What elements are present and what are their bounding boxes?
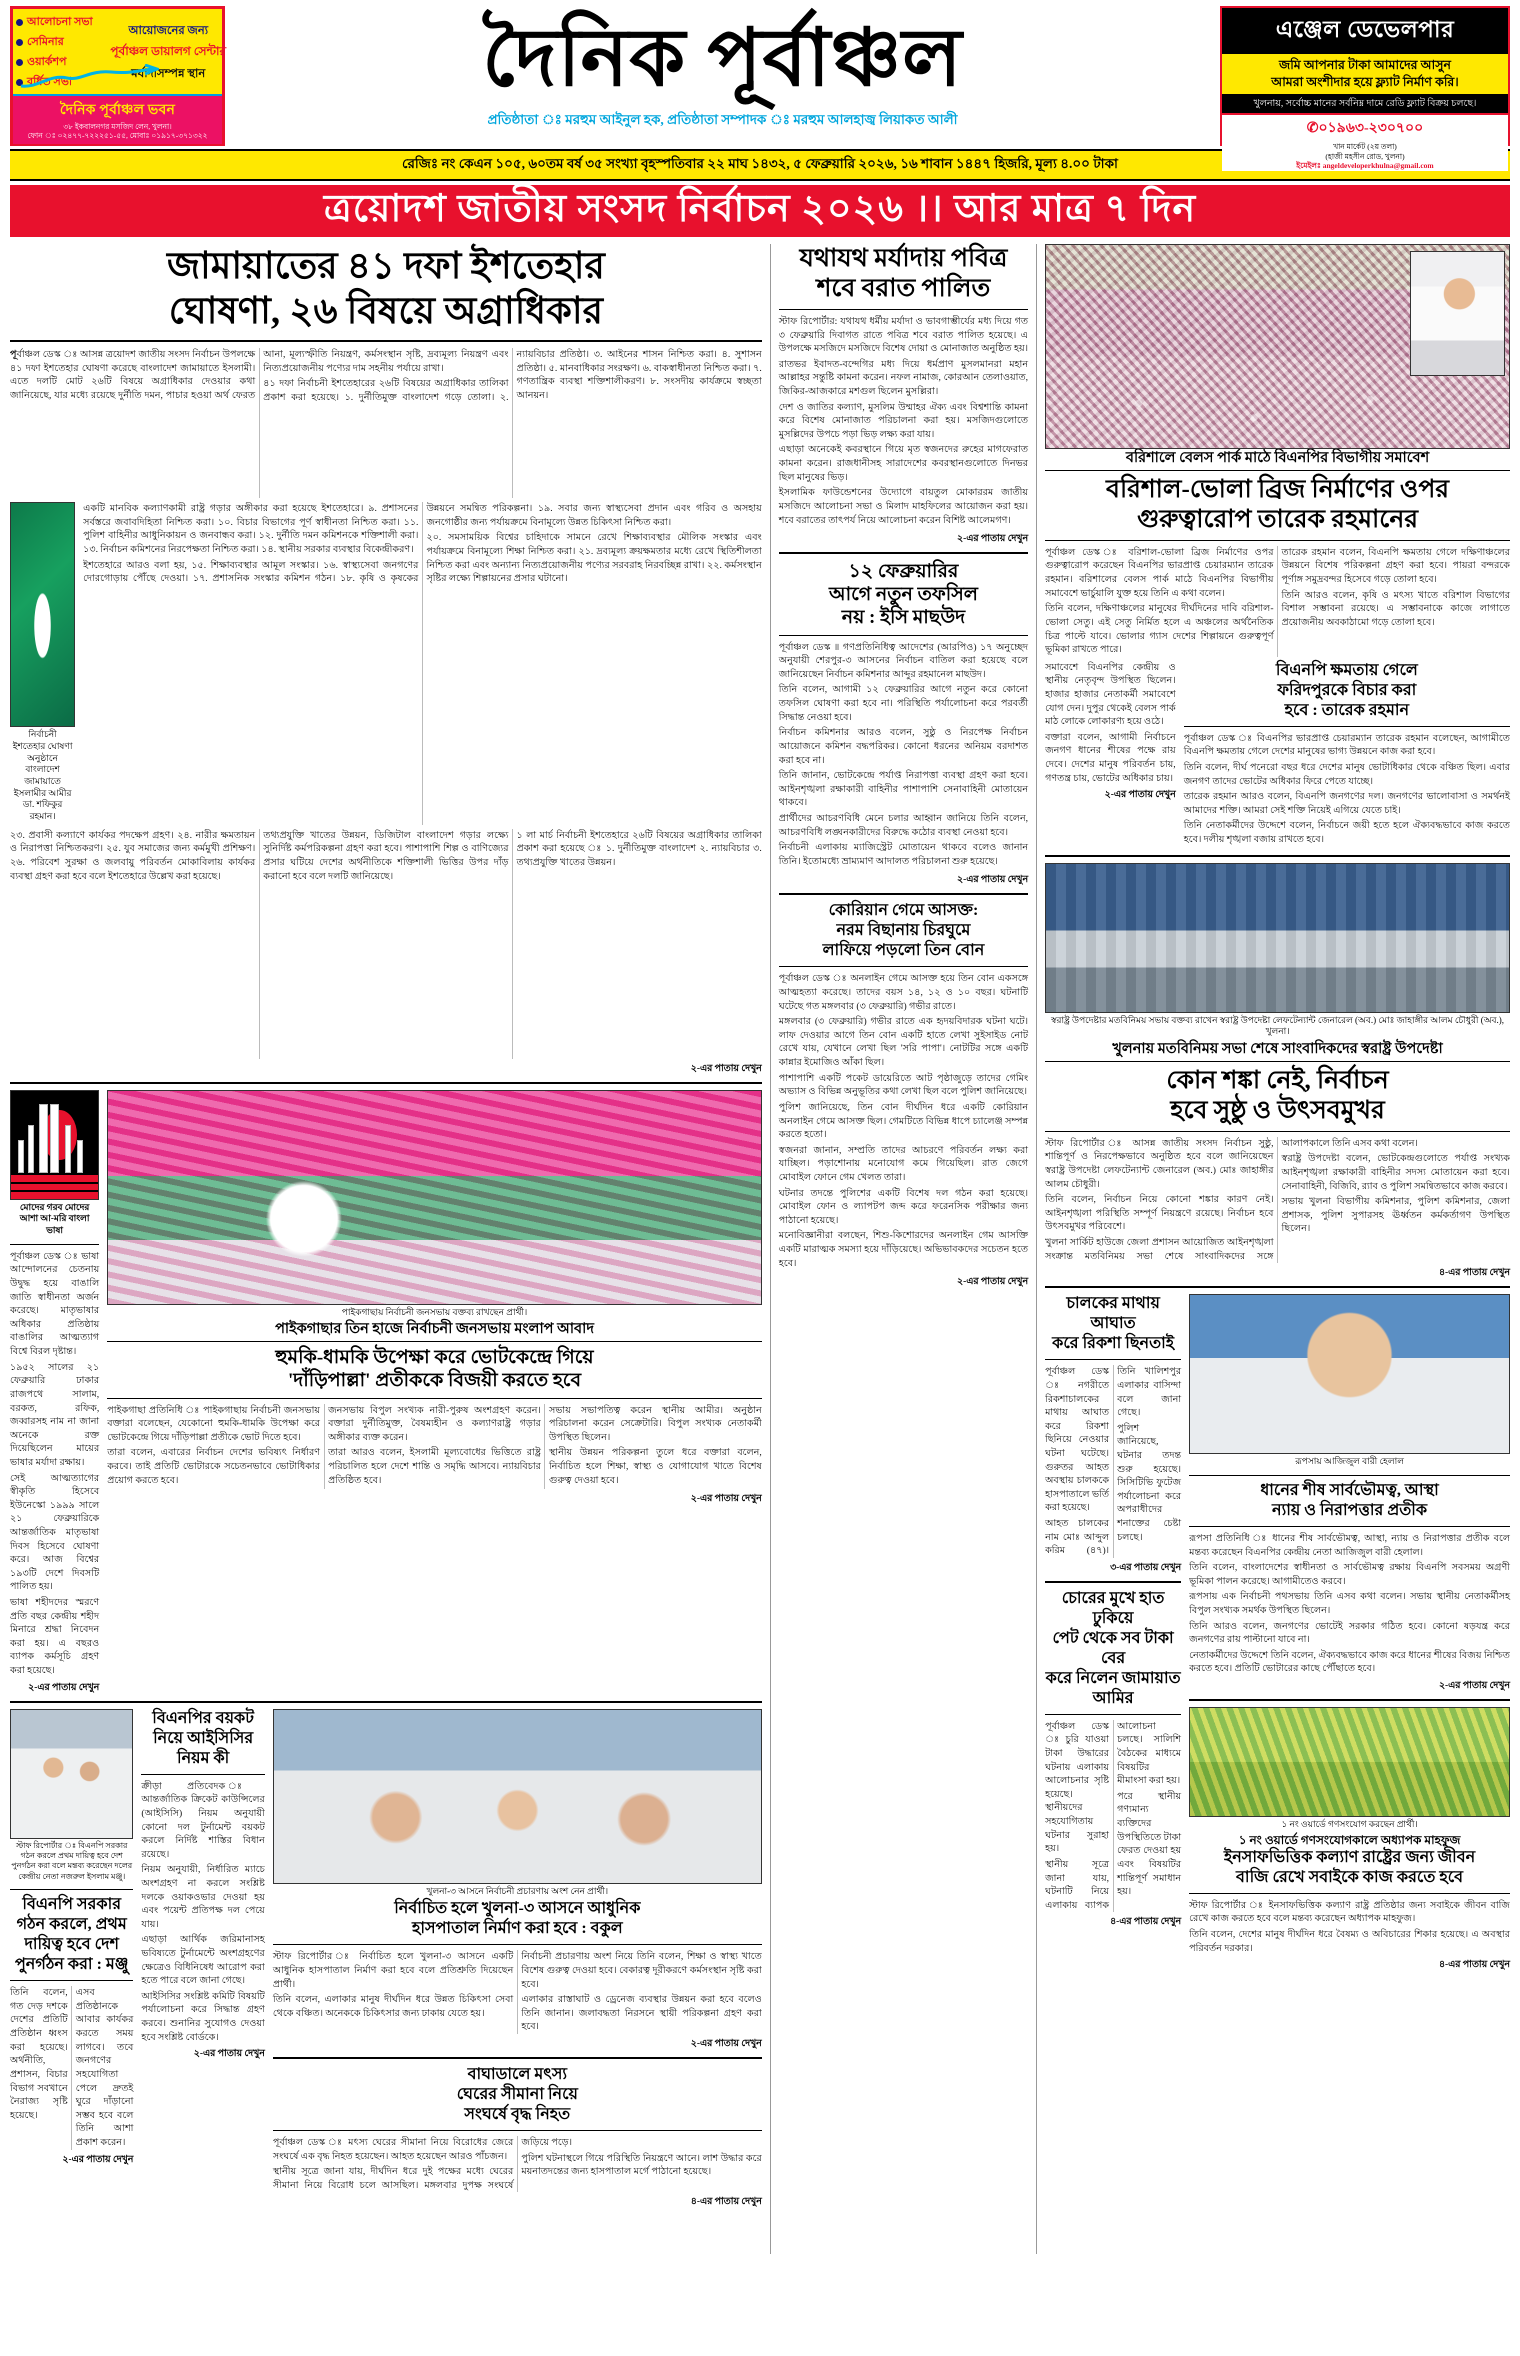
divider (273, 1944, 762, 1945)
fish-para-1: পূর্বাঞ্চল ডেস্ক ঃ মৎস্য ঘেরের সীমানা নিয়ে বিরোধের জেরে সংঘর্ষে এক বৃদ্ধ নিহত হয়েছেন। আহত হয়েছেন আরও পাঁচজন। (272, 2137, 514, 2162)
newspaper-title: দৈনিক পূর্বাঞ্চল (482, 14, 963, 103)
rickshaw-continuation: ৩-এর পাতায় দেখুন (1110, 1562, 1182, 1573)
thief-headline-line1: চোরের মুখে হাত ঢুকিয়ে (1061, 1589, 1165, 1627)
bullet-label: সেমিনার (27, 36, 64, 48)
left-advertisement[interactable] (10, 6, 225, 146)
rickshaw-headline-line2: করে রিকশা ছিনতাই (1052, 1335, 1175, 1353)
rally-kicker: পাইকগাছার তিন হাজে নির্বাচনী জনসভায় মংলাপ আবাদ (107, 1320, 762, 1342)
ec-para-2: তিনি বলেন, আগামী ১২ ফেব্রুয়ারির আগে নতুন করে কোনো তফসিল ঘোষণা করা হবে না। পরিস্থিতি পর্যালোচনা করে পরবর্তী সিদ্ধান্ত নেওয়া হবে। (778, 684, 1029, 723)
rally-photo (107, 1090, 762, 1305)
ec-continuation: ২-এর পাতায় দেখুন (957, 875, 1029, 886)
rupsha-para-5: নেতাকর্মীদের উদ্দেশে তিনি বলেন, ঐক্যবদ্ধভাবে কাজ করে ধানের শীষের বিজয় নিশ্চিত করতে হবে। প্রতিটি ভোটারের কাছে পৌঁছাতে হবে। (1189, 1649, 1510, 1675)
shab-barat-headline: যথাযথ মর্যাদায় পবিত্র শবে বরাত পালিত (799, 245, 1008, 302)
barisal-para-6: বক্তারা বলেন, আগামী নির্বাচনে জনগণ ধানের শীষের পক্ষে রায় দেবে। দেশের মানুষ পরিবর্তন চায়, গণতন্ত্র চায়, ভোটের অধিকার চায়। (1045, 731, 1176, 784)
divider (273, 2130, 762, 2131)
bakul-body (273, 1950, 762, 2034)
ward-one-caption: ১ নং ওয়ার্ডে গণসংযোগ করছেন প্রার্থী। (1281, 1819, 1418, 1830)
left-ad-building-block (13, 94, 222, 144)
barisal-para-1: পূর্বাঞ্চল ডেস্ক ঃ বরিশাল-ভোলা ব্রিজ নির্মাণের ওপর গুরুত্বারোপ করেছেন বিএনপির ভারপ্রাপ্ত চেয়ারম্যান তারেক রহমান। বরিশালের বেলস পার্ক মাঠে বিএনপির বিভাগীয় সমাবেশে ভার্চুয়ালি যুক্ত হয়ে তিনি এ কথা বলেন। (1045, 546, 1274, 599)
khulna-headline-line2: হবে সুষ্ঠু ও উৎসবমুখর (1170, 1096, 1385, 1124)
korean-headline-line2: নরম বিছানায় চিরঘুমে (836, 922, 971, 940)
handshake-icc-row (10, 1709, 762, 2210)
icc-headline-line3: নিয়ম কী (177, 1749, 230, 1767)
shab-barat-para-4: এছাড়া অনেকেই কবরস্থানে গিয়ে মৃত স্বজনদের রুহের মাগফেরাত কামনা করেন। রাজধানীসহ সারাদেশের কবরস্থানগুলোতে দিনভর ছিল মানুষের ভিড়। (778, 444, 1029, 483)
bakul-para-3: নির্বাচনী প্রচারণায় অংশ নিয়ে তিনি বলেন, শিক্ষা ও স্বাস্থ্য খাতে বিশেষ গুরুত্ব দেওয়া হবে। বেকারত্ব দূরীকরণে কর্মসংস্থান সৃষ্টি করা হবে। (521, 1951, 762, 1990)
shaheed-minar-photo (10, 1090, 99, 1200)
icc-headline-line1: বিএনপির বয়কট (152, 1709, 254, 1727)
rally-para-6: স্থানীয় উন্নয়ন পরিকল্পনা তুলে ধরে বক্তারা বলেন, নির্বাচিত হলে শিক্ষা, স্বাস্থ্য ও যোগাযোগ খাতে বিশেষ গুরুত্ব দেওয়া হবে। (548, 1447, 762, 1486)
right-advertisement[interactable] (1220, 6, 1510, 170)
bullet-dot-icon (16, 19, 23, 26)
bakul-photo-caption: খুলনা-৩ আসনে নির্বাচনী প্রচারণায় অংশ নেন প্রার্থী। (426, 1885, 609, 1896)
khulna-para-2: তিনি বলেন, নির্বাচন নিয়ে কোনো শঙ্কার কারণ নেই। আইনশৃঙ্খলা পরিস্থিতি সম্পূর্ণ নিয়ন্ত্রণে রয়েছে। নির্বাচন হবে উৎসবমুখর পরিবেশে। (1045, 1194, 1274, 1233)
bnp-reform-block (10, 1709, 133, 2210)
rally-body (107, 1404, 762, 1490)
divider (779, 552, 1028, 554)
ward-one-photo (1189, 1707, 1510, 1817)
fish-headline-line2: ঘেরের সীমানা নিয়ে (456, 2086, 578, 2104)
korean-para-1: পূর্বাঞ্চল ডেস্ক ঃ অনলাইন গেমে আসক্ত হয়ে তিন বোন একসঙ্গে আত্মহত্যা করেছে। তাদের বয়স ১৪, ১২ ও ১০ বছর। ঘটনাটি ঘটেছে গত মঙ্গলবার (৩ ফেব্রুয়ারি) গভীর রাতে। (778, 973, 1029, 1012)
lead-photo (10, 502, 75, 727)
ward-one-para-2: তিনি বলেন, দেশের মানুষ দীর্ঘদিন ধরে বৈষম্য ও অবিচারের শিকার হয়েছে। এ অবস্থার পরিবর্তন দরকার। (1189, 1928, 1510, 1954)
bnp-judgment-block (1184, 661, 1510, 849)
shab-barat-para-2: রাতভর ইবাদত-বন্দেগির মধ্য দিয়ে ধর্মপ্রাণ মুসলমানরা মহান আল্লাহর সন্তুষ্টি কামনা করেন। নফল নামাজ, কোরআন তেলাওয়াত, জিকির-আজকারে মশগুল ছিলেন মুসল্লিরা। (778, 358, 1029, 398)
barisal-headline-line1: বরিশাল-ভোলা ব্রিজ নির্মাণের ওপর (1106, 475, 1450, 503)
ec-headline-line3: নয় : ইসি মাছউদ (841, 607, 966, 629)
election-countdown-banner: ত্রয়োদশ জাতীয় সংসদ নির্বাচন ২০২৬ ।। আর মাত্র ৭ দিন (10, 185, 1510, 237)
korean-para-2: মঙ্গলবার (৩ ফেব্রুয়ারি) গভীর রাতে এক হৃদয়বিদারক ঘটনা ঘটে। লাফ দেওয়ার আগে তিন বোন একটি হাতে লেখা সুইসাইড নোট রেখে যায়, যেখানে লেখা ছিল 'সরি পাপা'। নোটটির সঙ্গে একটি কান্নার ইমোজিও আঁকা ছিল। (778, 1016, 1029, 1069)
divider (10, 1082, 762, 1084)
divider (141, 1774, 264, 1775)
divider (1045, 1286, 1510, 1288)
list-item (16, 13, 118, 32)
ec-para-6: নির্বাচনী এলাকায় ম্যাজিস্ট্রেট মোতায়েন থাকবে বলেও জানান তিনি। ইতোমধ্যে ভ্রাম্যমাণ আদালত পরিচালনা শুরু হয়েছে। (778, 842, 1029, 867)
shab-barat-para-5: ইসলামিক ফাউন্ডেশনের উদ্যোগে বায়তুল মোকাররম জাতীয় মসজিদে আলোচনা সভা ও মিলাদ মাহফিলের আয়োজন করা হয়। শবে বরাতের তাৎপর্য নিয়ে আলোচনা করেন বিশিষ্ট আলেমগণ। (778, 487, 1029, 526)
barisal-para-5: সমাবেশে বিএনপির কেন্দ্রীয় ও স্থানীয় নেতৃবৃন্দ উপস্থিত ছিলেন। হাজার হাজার নেতাকর্মী সমাবেশে যোগ দেন। দুপুর থেকেই বেলস পার্ক মাঠ লোকে লোকারণ্য হয়ে ওঠে। (1045, 661, 1176, 728)
lead-para-5: ২০. সমসাময়িক বিশ্বের চাহিদাকে সামনে রেখে শিক্ষাব্যবস্থার মৌলিক সংস্কার এবং পর্যায়ক্রমে বিনামূল্যে শিক্ষা নিশ্চিত করা। ২১. দ্রব্যমূল্য ক্রয়ক্ষমতার মধ্যে রেখে স্থিতিশীলতা নিশ্চিত করা এবং অন্যান্য নিত্যপ্রয়োজনীয় পণ্যের সরবরাহ নিরবচ্ছিন্ন রাখা। ২২. কর্মসংস্থান সৃষ্টির লক্ষ্যে শিল্পায়নের প্রসার ঘটানো। (426, 532, 762, 585)
lead-body-bottom (10, 829, 762, 1059)
shab-barat-continuation: ২-এর পাতায় দেখুন (957, 534, 1029, 545)
ec-para-3: নির্বাচন কমিশনার আরও বলেন, সুষ্ঠু ও নিরপেক্ষ নির্বাচন আয়োজনে কমিশন বদ্ধপরিকর। কোনো ধরনের অনিয়ম বরদাশত করা হবে না। (778, 727, 1029, 766)
fish-para-3: পুলিশ ঘটনাস্থলে গিয়ে পরিস্থিতি নিয়ন্ত্রণে আনে। লাশ উদ্ধার করে ময়নাতদন্তের জন্য হাসপাতাল মর্গে পাঠানো হয়েছে। (521, 2152, 762, 2178)
pillar-icon (65, 1125, 71, 1173)
lead-para-7: তথ্যপ্রযুক্তি খাতের উন্নয়ন, ডিজিটাল বাংলাদেশ গড়ার লক্ষ্যে সুনির্দিষ্ট কর্মপরিকল্পনা গ্রহণ করা হবে। পাশাপাশি শিল্প ও বাণিজ্যের প্রসার ঘটিয়ে দেশের অর্থনীতিকে শক্তিশালী ভিত্তির উপর দাঁড় করানো হবে বলে দলটি জানিয়েছে। (263, 829, 509, 882)
divider (1045, 1359, 1181, 1360)
lead-body-top (10, 348, 762, 498)
bangla-language-block (10, 1090, 99, 1695)
icc-para-3: এছাড়া আর্থিক জরিমানাসহ ভবিষ্যতে টুর্নামেন্টে অংশগ্রহণের ক্ষেত্রেও বিধিনিষেধ আরোপ করা হতে পারে বলে জানা গেছে। (141, 1934, 265, 1987)
bangla-para-4: ভাষা শহীদদের স্মরণে প্রতি বছর কেন্দ্রীয় শহীদ মিনারে শ্রদ্ধা নিবেদন করা হয়। এ বছরও ব্যাপক কর্মসূচি গ্রহণ করা হয়েছে। (10, 1597, 100, 1677)
lead-para-2: ৪১ দফা নির্বাচনী ইশতেহারের ২৬টি বিষয়ের অগ্রাধিকার তালিকা প্রকাশ করা হয়েছে। ১. দুর্নীতিমুক্ত বাংলাদেশ গড়ে তোলা। ২. ন্যায়বিচার প্রতিষ্ঠা। ৩. আইনের শাসন নিশ্চিত করা। ৪. সুশাসন প্রতিষ্ঠা। ৫. মানবাধিকার সংরক্ষণ। ৬. বাকস্বাধীনতা নিশ্চিত করা। ৭. গণতান্ত্রিক ব্যবস্থা শক্তিশালীকরণ। ৮. সংসদীয় কার্যক্রমে স্বচ্ছতা আনয়ন। (263, 349, 762, 404)
column-four (779, 244, 1028, 2254)
left-ad-address: ৩৮ ইকবালনগর মসজিদ লেন, খুলনা। (63, 122, 172, 131)
rupsha-para-4: তিনি আরও বলেন, জনগণের ভোটেই সরকার গঠিত হবে। কোনো ষড়যন্ত্র করে জনগণের রায় পাল্টানো যাবে না। (1189, 1620, 1510, 1646)
pillar-icon (39, 1104, 48, 1173)
rupsha-photo (1189, 1294, 1510, 1454)
ward-one-headline-line3: বাজি রেখে সবাইকে কাজ করতে হবে (1236, 1868, 1464, 1886)
left-ad-line3: মর্যাদাসম্পন্ন স্থান (131, 67, 206, 80)
rupsha-para-3: রূপসায় এক নির্বাচনী পথসভায় তিনি এসব কথা বলেন। সভায় স্থানীয় নেতাকর্মীসহ বিপুল সংখ্যক সমর্থক উপস্থিত ছিলেন। (1189, 1591, 1510, 1617)
bullet-label: ওয়ার্কশপ (27, 56, 67, 68)
bnp-judgment-headline-line1: বিএনপি ক্ষমতায় গেলে (1275, 661, 1418, 679)
lead-continuation: ২-এর পাতায় দেখুন (690, 1063, 762, 1074)
khulna-para-4: স্বরাষ্ট্র উপদেষ্টা বলেন, ভোটকেন্দ্রগুলোতে পর্যাপ্ত সংখ্যক আইনশৃঙ্খলা রক্ষাকারী বাহিনীর সদস্য মোতায়েন করা হবে। সেনাবাহিনী, বিজিবি, র‌্যাব ও পুলিশ সমন্বিতভাবে কাজ করবে। (1281, 1153, 1510, 1192)
rickshaw-block (1045, 1294, 1181, 1972)
right-ad-phone[interactable]: ✆০১৯৬৩-২৩০৭০০ (1222, 113, 1508, 141)
dateline-bar: রেজিঃ নং কেএন ১০৫, ৬০তম বর্ষ ৩৫ সংখ্যা বৃহস্পতিবার ২২ মাঘ ১৪৩২, ৫ ফেব্রুয়ারি ২০২৬, ১৬ শাবান ১৪৪৭ হিজরি, মূল্য ৪.০০ টাকা (10, 149, 1510, 181)
bangla-para-2: ১৯৫২ সালের ২১ ফেব্রুয়ারি ঢাকার রাজপথে সালাম, বরকত, রফিক, জব্বারসহ নাম না জানা অনেকে রক্ত দিয়েছিলেন মায়ের ভাষার মর্যাদা রক্ষায়। (10, 1361, 100, 1468)
rally-photo-caption: পাইকগাছায় নির্বাচনী জনসভায় বক্তব্য রাখছেন প্রার্থী। (341, 1306, 528, 1317)
column-divider (1036, 244, 1037, 2254)
founder-line: প্রতিষ্ঠাতা ঃ মরহুম আইনুল হক, প্রতিষ্ঠাতা সম্পাদক ঃ মরহুম আলহাজ্ব লিয়াকত আলী (487, 111, 958, 127)
thief-para-2: স্থানীয় সূত্রে জানা যায়, ঘটনাটি নিয়ে এলাকায় ব্যাপক আলোচনা চলছে। সালিশি বৈঠকের মাধ্যমে বিষয়টির মীমাংসা করা হয়। (1045, 1720, 1182, 1911)
lead-photo-wrap (10, 502, 75, 825)
divider (1189, 1475, 1510, 1476)
divider (1045, 1131, 1510, 1132)
korean-continuation: ২-এর পাতায় দেখুন (957, 1277, 1029, 1288)
lead-para-4: ইশতেহারে আরও বলা হয়, ১৫. শিক্ষাব্যবস্থার আমূল সংস্কার। ১৬. স্বাস্থ্যসেবা জনগণের দোরগোড়ায় পৌঁছে দেওয়া। ১৭. প্রশাসনিক সংস্কার কমিশন গঠন। ১৮. কৃষি ও কৃষকের উন্নয়নে সমন্বিত পরিকল্পনা। ১৯. সবার জন্য স্বাস্থ্যসেবা প্রদান এবং গরিব ও অসহায় জনগোষ্ঠীর জন্য পর্যায়ক্রমে বিনামূল্যে উন্নত চিকিৎসা নিশ্চিত করা। (83, 503, 762, 585)
icc-para-1: ক্রীড়া প্রতিবেদক ঃ আন্তর্জাতিক ক্রিকেট কাউন্সিলের (আইসিসি) নিয়ম অনুযায়ী কোনো দল টুর্নামেন্ট বয়কট করলে নির্দিষ্ট শাস্তির বিধান রয়েছে। (141, 1780, 265, 1860)
rupsha-continuation: ২-এর পাতায় দেখুন (1438, 1681, 1510, 1692)
thief-continuation: ৪-এর পাতায় দেখুন (1110, 1917, 1182, 1928)
fish-continuation: ৪-এর পাতায় দেখুন (690, 2197, 762, 2208)
rally-para-5: সভায় সভাপতিত্ব করেন স্থানীয় আমীর। অনুষ্ঠান পরিচালনা করেন সেক্রেটারি। বিপুল সংখ্যক নেতাকর্মী উপস্থিত ছিলেন। (548, 1404, 762, 1443)
bnp-judgment-para-2: তিনি বলেন, দীর্ঘ পনেরো বছর ধরে দেশের মানুষ ভোটাধিকার থেকে বঞ্চিত ছিল। এবার জনগণ তাদের ভোটের অধিকার ফিরে পেতে যাচ্ছে। (1183, 761, 1510, 787)
rally-para-2: তারা বলেন, এবারের নির্বাচন দেশের ভবিষ্যৎ নির্ধারণ করবে। তাই প্রতিটি ভোটারকে সচেতনভাবে ভোটাধিকার প্রয়োগ করতে হবে। (107, 1447, 321, 1486)
korean-para-4: পুলিশ জানিয়েছে, তিন বোন দীর্ঘদিন ধরে একটি কোরিয়ান অনলাইন গেমে আসক্ত ছিল। গেমটিতে বিভিন্ন ধাপে চ্যালেঞ্জ সম্পন্ন করতে হতো। (778, 1101, 1029, 1141)
barisal-continuation: ২-এর পাতায় দেখুন (1104, 790, 1176, 801)
divider (10, 340, 762, 342)
bullet-dot-icon (16, 39, 23, 46)
left-ad-phone: ফোন ঃ ০২৪৭৭-৭২২২৫১-৫৫, মোবাঃ ০১৯১৭-৩৭১৩২২ (27, 131, 208, 141)
icc-para-4: আইসিসির সংশ্লিষ্ট কমিটি বিষয়টি পর্যালোচনা করে সিদ্ধান্ত গ্রহণ করবে। শুনানির সুযোগও দেওয়া হবে সংশ্লিষ্ট বোর্ডকে। (141, 1990, 265, 2043)
khulna-headline-line1: কোন শঙ্কা নেই, নির্বাচন (1166, 1066, 1389, 1094)
divider (1045, 1581, 1181, 1583)
khulna-continuation: ৪-এর পাতায় দেখুন (1438, 1268, 1510, 1279)
lead-body-mid (83, 502, 762, 825)
rally-para-3: জনসভায় বিপুল সংখ্যক নারী-পুরুষ অংশগ্রহণ করেন। বক্তারা দুর্নীতিমুক্ত, বৈষম্যহীন ও কল্যাণরাষ্ট্র গড়ার অঙ্গীকার ব্যক্ত করেন। (328, 1404, 541, 1443)
rupsha-para-1: রূপসা প্রতিনিধি ঃ ধানের শীষ সার্বভৌমত্ব, আস্থা, ন্যায় ও নিরাপত্তার প্রতীক বলে মন্তব্য করেছেন বিএনপির কেন্দ্রীয় নেতা আজিজুল বারী হেলাল। (1189, 1532, 1510, 1558)
right-ad-yellow-line1: জমি আপনার টাকা আমাদের আসুন (1279, 58, 1451, 72)
bakul-para-1: স্টাফ রিপোর্টার ঃ নির্বাচিত হলে খুলনা-৩ আসনে একটি আধুনিক হাসপাতাল নির্মাণ করা হবে বলে প্রতিশ্রুতি দিয়েছেন প্রার্থী। (272, 1951, 514, 1990)
rickshaw-rupsha-row (1045, 1294, 1510, 1972)
khulna-meeting-photo (1045, 863, 1510, 1013)
speaker-inset-photo (1410, 251, 1505, 376)
bakul-para-4: এলাকার রাস্তাঘাট ও ড্রেনেজ ব্যবস্থার উন্নয়ন করা হবে বলেও তিনি জানান। জলাবদ্ধতা নিরসনে স্থায়ী পরিকল্পনা গ্রহণ করা হবে। (521, 1994, 762, 2033)
divider (1189, 1699, 1510, 1701)
bakul-continuation: ২-এর পাতায় দেখুন (690, 2039, 762, 2050)
fish-para-2: স্থানীয় সূত্রে জানা যায়, দীর্ঘদিন ধরে দুই পক্ষের মধ্যে ঘেরের সীমানা নিয়ে বিরোধ চলে আসছিল। মঙ্গলবার দুপক্ষ সংঘর্ষে জড়িয়ে পড়ে। (272, 2137, 573, 2191)
korean-headline-line1: কোরিয়ান গেমে আসক্ত: (828, 902, 979, 920)
fish-headline-line3: সংঘর্ষে বৃদ্ধ নিহত (464, 2106, 571, 2124)
left-ad-top (13, 9, 227, 94)
rupsha-photo-caption: রূপসায় আজিজুল বারী হেলাল (1295, 1456, 1404, 1467)
bnp-judgment-para-3: তারেক রহমান আরও বলেন, বিএনপি জনগণের দল। জনগণের ভালোবাসা ও সমর্থনই আমাদের শক্তি। আমরা সেই শক্তি নিয়েই এগিয়ে যেতে চাই। (1183, 791, 1510, 816)
lead-photo-caption: নির্বাচনী ইশতেহার ঘোষণা অনুষ্ঠানে বাংলাদেশ জামায়াতে ইসলামীর আমীর ডা. শফিকুর রহমান। (12, 729, 73, 822)
bakul-para-2: তিনি বলেন, এলাকার মানুষ দীর্ঘদিন ধরে উন্নত চিকিৎসা সেবা থেকে বঞ্চিত। অনেককে চিকিৎসার জন্য ঢাকায় যেতে হয়। (272, 1994, 514, 2019)
ec-para-1: পূর্বাঞ্চল ডেস্ক ॥ গণপ্রতিনিধিত্ব আদেশের (আরপিও) ১৭ অনুচ্ছেদ অনুযায়ী শেরপুর-৩ আসনের নির্বাচন বাতিল করা হয়েছে বলে জানিয়েছেন নির্বাচন কমিশনার আব্দুর রহমানেল মাছউদ। (778, 641, 1029, 680)
divider (1045, 855, 1510, 857)
rupsha-headline-line1: ধানের শীষ সার্বভৌমত্ব, আস্থা (1260, 1481, 1439, 1499)
bnp-reform-headline-line2: দায়িত্ব হবে দেশ পুনর্গঠন করা : মঞ্জু (14, 1936, 129, 1974)
rally-continuation: ২-এর পাতায় দেখুন (690, 1494, 762, 1505)
rickshaw-para-2: আহত চালকের নাম মোঃ আব্দুল করিম (৪৭)। তিনি খালিশপুর এলাকার বাসিন্দা বলে জানা গেছে। (1045, 1366, 1182, 1557)
thief-para-3: পরে স্থানীয় গণ্যমান্য ব্যক্তিদের উপস্থিতিতে টাকা ফেরত দেওয়া হয় এবং বিষয়টির শান্তিপূর্ণ সমাধান হয়। (1117, 1790, 1182, 1898)
bnp-reform-body (10, 1986, 133, 2149)
bnp-judgment-row (1045, 661, 1510, 849)
barisal-para-3: তারেক রহমান বলেন, বিএনপি ক্ষমতায় গেলে দক্ষিণাঞ্চলের উন্নয়নে বিশেষ পরিকল্পনা গ্রহণ করা হবে। পায়রা বন্দরকে পূর্ণাঙ্গ সমুদ্রবন্দর হিসেবে গড়ে তোলা হবে। (1281, 546, 1510, 586)
right-ad-black-line: খুলনায়, সর্বোচ্চ মানের সর্বনিম্ন দামে রেডি ফ্ল্যাট বিক্রয় চলছে। (1222, 96, 1508, 113)
barisal-crowd-photo (1045, 244, 1510, 449)
divider (273, 2057, 762, 2059)
ec-headline-line1: ১২ ফেব্রুয়ারির (848, 561, 959, 583)
rally-para-1: পাইকগাছা প্রতিনিধি ঃ পাইকগাছায় নির্বাচনী জনসভায় বক্তারা বলেছেন, যেকোনো হুমকি-ধামকি উপেক্ষা করে ভোটকেন্দ্রে গিয়ে দাঁড়িপাল্লা প্রতীকে ভোট দিতে হবে। (107, 1404, 321, 1443)
left-ad-line2: পূর্বাঞ্চল ডায়ালগ সেন্টার (110, 43, 227, 58)
left-ad-line1: আয়োজনের জন্য (128, 24, 209, 37)
icc-headline-line2: নিয়ে আইসিসির (153, 1729, 254, 1747)
divider (10, 1701, 762, 1703)
right-ad-footer (1222, 141, 1508, 171)
barisal-para-4: তিনি আরও বলেন, কৃষি ও মৎস্য খাতে বরিশাল বিভাগের বিশাল সম্ভাবনা রয়েছে। এ সম্ভাবনাকে কাজে লাগাতে প্রয়োজনীয় অবকাঠামো গড়ে তোলা হবে। (1281, 589, 1510, 628)
ward-one-para-1: স্টাফ রিপোর্টার ঃ ইনসাফভিত্তিক কল্যাণ রাষ্ট্র প্রতিষ্ঠার জন্য সবাইকে জীবন বাজি রেখে কাজ করতে হবে বলে মন্তব্য করেছেন অধ্যাপক মাহফুজ। (1189, 1899, 1510, 1925)
thief-para-1: পূর্বাঞ্চল ডেস্ক ঃ চুরি যাওয়া টাকা উদ্ধারের ঘটনায় এলাকায় আলোচনার সৃষ্টি হয়েছে। স্থানীয়দের সহযোগিতায় ঘটনার সুরাহা হয়। (1045, 1720, 1110, 1855)
language-and-rally-row (10, 1090, 762, 1695)
lead-story-block (10, 244, 762, 2254)
shab-barat-para-1: স্টাফ রিপোর্টার: যথাযথ ধর্মীয় মর্যাদা ও ভাবগাম্ভীর্যের মধ্য দিয়ে গত ৩ ফেব্রুয়ারি দিবাগত রাতে পবিত্র শবে বরাত পালিত হয়েছে। এ উপলক্ষে মসজিদে মসজিদে বিশেষ দোয়া ও মোনাজাত অনুষ্ঠিত হয়। (778, 316, 1029, 355)
thief-body (1045, 1720, 1181, 1913)
pillar-icon (50, 1104, 59, 1173)
divider (779, 966, 1028, 967)
ec-para-4: তিনি জানান, ভোটকেন্দ্রে পর্যাপ্ত নিরাপত্তা ব্যবস্থা গ্রহণ করা হবে। আইনশৃঙ্খলা রক্ষাকারী বাহিনীর পাশাপাশি সেনাবাহিনী মোতায়েন থাকবে। (778, 770, 1029, 809)
khulna-para-3: খুলনা সার্কিট হাউজে জেলা প্রশাসন আয়োজিত আইনশৃঙ্খলা সংক্রান্ত মতবিনিময় সভা শেষে সাংবাদিকদের সঙ্গে আলাপকালে তিনি এসব কথা বলেন। (1045, 1137, 1418, 1262)
bullet-label: আলোচনা সভা (27, 16, 93, 28)
rupsha-headline-line2: ন্যায় ও নিরাপত্তার প্রতীক (1272, 1501, 1428, 1519)
divider (10, 1244, 99, 1245)
ward-one-headline-line2: ইনসাফভিত্তিক কল্যাণ রাষ্ট্রের জন্য জীবন (1223, 1848, 1476, 1866)
korean-para-6: ঘটনার তদন্তে পুলিশের একটি বিশেষ দল গঠন করা হয়েছে। মোবাইল ফোন ও ল্যাপটপ জব্দ করে ফরেনসিক পরীক্ষার জন্য পাঠানো হয়েছে। (778, 1187, 1029, 1226)
korean-para-3: পাশাপাশি একটি পকেট ডায়েরিতে আট পৃষ্ঠাজুড়ে তাদের গেমিং অভ্যাস ও বিভিন্ন অনুভূতির কথা লেখা ছিল বলে পুলিশ জানিয়েছে। (778, 1072, 1029, 1098)
divider (779, 635, 1028, 636)
divider (10, 1889, 133, 1890)
barisal-body (1045, 546, 1510, 657)
bangla-para-1: পূর্বাঞ্চল ডেস্ক ঃ ভাষা আন্দোলনের চেতনায় উদ্বুদ্ধ হয়ে বাঙালি জাতি স্বাধীনতা অর্জন করেছে। মাতৃভাষার অধিকার প্রতিষ্ঠায় বাঙালির আত্মত্যাগ বিশ্বে বিরল দৃষ্টান্ত। (10, 1250, 100, 1358)
divider (779, 309, 1028, 310)
bnp-judgment-para-4: তিনি নেতাকর্মীদের উদ্দেশে বলেন, নির্বাচনে জয়ী হতে হলে ঐক্যবদ্ধভাবে কাজ করতে হবে। দলীয় শৃঙ্খলা বজায় রাখতে হবে। (1183, 820, 1510, 845)
pillar-icon (18, 1140, 24, 1172)
left-ad-building-name: দৈনিক পূর্বাঞ্চল ভবন (59, 103, 176, 118)
korean-para-5: স্বজনরা জানান, সম্প্রতি তাদের আচরণে পরিবর্তন লক্ষ্য করা যাচ্ছিল। পড়াশোনায় মনোযোগ কমে গিয়েছিল। রাত জেগে মোবাইল ফোনে গেম খেলত তারা। (778, 1144, 1029, 1183)
rickshaw-body (1045, 1365, 1181, 1558)
rickshaw-headline-line1: চালকের মাথায় আঘাত (1066, 1295, 1160, 1333)
icc-para-2: নিয়ম অনুযায়ী, নির্ধারিত ম্যাচে অংশগ্রহণ না করলে সংশ্লিষ্ট দলকে ওয়াকওভার দেওয়া হয় এবং পয়েন্ট প্রতিপক্ষ দল পেয়ে যায়। (141, 1864, 265, 1930)
right-section (1045, 244, 1510, 2254)
bnp-judgment-headline-line3: হবে : তারেক রহমান (1284, 701, 1410, 719)
fish-body (273, 2136, 762, 2192)
khulna-para-5: সভায় খুলনা বিভাগীয় কমিশনার, পুলিশ কমিশনার, জেলা প্রশাসক, পুলিশ সুপারসহ ঊর্ধ্বতন কর্মকর্তাগণ উপস্থিত ছিলেন। (1281, 1196, 1510, 1235)
divider (779, 893, 1028, 895)
monument-base (11, 1175, 98, 1199)
bullet-label: বর্ধিত সভা (27, 76, 73, 88)
thief-headline-line3: করে নিলেন জামায়াত আমির (1045, 1669, 1181, 1707)
right-ad-foot1: খান মার্কেট (২য় তলা) (1333, 142, 1397, 152)
bnp-reform-continuation: ২-এর পাতায় দেখুন (62, 2154, 134, 2165)
right-ad-yellow-block (1222, 52, 1508, 96)
pillar-icon (28, 1125, 34, 1173)
divider (1184, 726, 1510, 727)
pillar-icon (77, 1140, 83, 1172)
divider (1045, 540, 1510, 541)
lead-mid-row (10, 502, 762, 825)
rupsha-block (1189, 1294, 1510, 1972)
lead-para-1: পূর্বাঞ্চল ডেস্ক ঃ আসন্ন ত্রয়োদশ জাতীয় সংসদ নির্বাচন উপলক্ষে ৪১ দফা ইশতেহার ঘোষণা করেছে বাংলাদেশ জামায়াতে ইসলামী। এতে দলটি মোট ২৬টি বিষয়ে অগ্রাধিকার দেওয়ার কথা জানিয়েছে, যার মধ্যে রয়েছে দুর্নীতি দমন, পাচার হওয়া অর্থ ফেরত আনা, মূল্যস্ফীতি নিয়ন্ত্রণ, কর্মসংস্থান সৃষ্টি, দ্রব্যমূল্য নিয়ন্ত্রণ এবং নিত্যপ্রয়োজনীয় পণ্যের দাম সহনীয় পর্যায়ে রাখা। (10, 349, 509, 402)
barisal-kicker: বরিশালে বেলস পার্ক মাঠে বিএনপির বিভাগীয় সমাবেশ (1045, 449, 1510, 471)
content-area (10, 244, 1510, 2254)
divider (1045, 1714, 1181, 1715)
bnp-reform-headline-line1: বিএনপি সরকার গঠন করলে, প্রথম (16, 1896, 127, 1934)
handshake-photo (10, 1709, 133, 1839)
barisal-para-2: তিনি বলেন, দক্ষিণাঞ্চলের মানুষের দীর্ঘদিনের দাবি বরিশাল-ভোলা সেতু। এই সেতু নির্মিত হলে এ অঞ্চলের অর্থনৈতিক চিত্র পাল্টে যাবে। ভোলার গ্যাস দেশের শিল্পায়নে গুরুত্বপূর্ণ ভূমিকা রাখতে পারে। (1045, 603, 1274, 656)
bakul-photo (273, 1709, 762, 1884)
lead-headline-line1: জামায়াতের ৪১ দফা ইশতেহার (166, 246, 605, 287)
masthead-center (231, 6, 1214, 146)
squiggle-arrow-icon (19, 64, 159, 90)
divider (1189, 1893, 1510, 1894)
barisal-headline-line2: গুরুত্বারোপ তারেক রহমানের (1137, 505, 1418, 533)
bnp-reform-para-2: এসব প্রতিষ্ঠানকে আবার কার্যকর করতে সময় লাগবে। তবে জনগণের সহযোগিতা পেলে দ্রুতই ঘুরে দাঁড়ানো সম্ভব হবে বলে তিনি আশা প্রকাশ করেন। (75, 1987, 134, 2148)
ward-one-headline-line1: ১ নং ওয়ার্ডে গণসংযোগকালে অধ্যাপক মাহফুজ (1238, 1832, 1461, 1847)
ec-headline-line2: আগে নতুন তফসিল (828, 584, 978, 606)
khulna-meeting-body (1045, 1137, 1510, 1263)
korean-para-7: মনোবিজ্ঞানীরা বলছেন, শিশু-কিশোরদের অনলাইন গেম আসক্তি একটি মারাত্মক সমস্যা হয়ে দাঁড়িয়েছে। অভিভাবকদের সচেতন হতে হবে। (778, 1230, 1029, 1269)
right-ad-yellow-line2: আমরা অংশীদার হয়ে ফ্ল্যাট নির্মাণ করি। (1271, 74, 1459, 89)
rickshaw-para-3: পুলিশ জানিয়েছে, ঘটনার তদন্ত শুরু হয়েছে। সিসিটিভি ফুটেজ পর্যালোচনা করে অপরাধীদের শনাক্তের চেষ্টা চলছে। (1117, 1422, 1182, 1543)
right-ad-title: এঞ্জেল ডেভেলপার (1222, 8, 1508, 52)
ward-one-continuation: ৪-এর পাতায় দেখুন (1438, 1960, 1510, 1971)
divider (10, 1980, 133, 1981)
khulna-meeting-kicker: খুলনায় মতবিনিময় সভা শেষে সাংবাদিকদের স্বরাষ্ট্র উপদেষ্টা (1045, 1040, 1510, 1062)
shab-barat-para-3: দেশ ও জাতির কল্যাণ, মুসলিম উম্মাহর ঐক্য এবং বিশ্বশান্তি কামনা করে বিশেষ মোনাজাত পরিচালনা করা হয়। মসজিদগুলোতে মুসল্লিদের উপচে পড়া ভিড় লক্ষ্য করা যায়। (778, 401, 1029, 440)
divider (1189, 1526, 1510, 1527)
rally-headline-line1: হুমকি-ধামকি উপেক্ষা করে ভোটকেন্দ্রে গিয়ে (275, 1347, 594, 1369)
khulna-meeting-caption: স্বরাষ্ট্র উপদেষ্টার মতবিনিময় সভায় বক্তব্য রাখেন স্বরাষ্ট্র উপদেষ্টা লেফটেন্যান্ট জেনারেল (অব.) মোঃ জাহাঙ্গীর আলম চৌধুরী (অব.), খুলনা। (1051, 1014, 1505, 1037)
rickshaw-para-1: পূর্বাঞ্চল ডেস্ক ঃ নগরীতে রিকশাচালকের মাথায় আঘাত করে রিকশা ছিনিয়ে নেওয়ার ঘটনা ঘটেছে। গুরুতর আহত অবস্থায় চালককে হাসপাতালে ভর্তি করা হয়েছে। (1045, 1366, 1110, 1514)
paikgacha-rally-block (107, 1090, 762, 1695)
bangla-para-3: সেই আত্মত্যাগের স্বীকৃতি হিসেবে ইউনেস্কো ১৯৯৯ সালে ২১ ফেব্রুয়ারিকে আন্তর্জাতিক মাতৃভাষা দিবস হিসেবে ঘোষণা করে। আজ বিশ্বের ১৯৩টি দেশে দিবসটি পালিত হয়। (10, 1472, 100, 1593)
fish-headline-line1: বাঘাডালে মৎস্য (467, 2066, 568, 2084)
bakul-headline-line1: নির্বাচিত হলে খুলনা-৩ আসনে আধুনিক (394, 1900, 641, 1918)
bakul-headline-line2: হাসপাতাল নির্মাণ করা হবে : বকুল (411, 1920, 623, 1938)
lead-para-6: ২৩. প্রবাসী কল্যাণে কার্যকর পদক্ষেপ গ্রহণ। ২৪. নারীর ক্ষমতায়ন ও নিরাপত্তা নিশ্চিতকরণ। ২৫. যুব সমাজের জন্য কর্মমুখী প্রশিক্ষণ। ২৬. পরিবেশ সুরক্ষা ও জলবায়ু পরিবর্তন মোকাবিলায় কার্যকর ব্যবস্থা গ্রহণ করা হবে বলে ইশতেহারে উল্লেখ করা হয়েছে। (10, 829, 256, 882)
right-ad-email: ইমেইলঃ angeldeveloperkhulna@gmail.com (1296, 160, 1434, 170)
barisal-cont-col (1045, 661, 1176, 849)
list-item (16, 33, 118, 52)
column-divider (770, 244, 771, 2254)
bnp-judgment-para-1: পূর্বাঞ্চল ডেস্ক ঃ বিএনপির ভারপ্রাপ্ত চেয়ারম্যান তারেক রহমান বলেছেন, আগামীতে বিএনপি ক্ষমতায় গেলে দেশের মানুষের ভাগ্য উন্নয়নে কাজ করা হবে। (1183, 732, 1510, 758)
lead-para-3: একটি মানবিক কল্যাণকামী রাষ্ট্র গড়ার অঙ্গীকার করা হয়েছে ইশতেহারে। ৯. প্রশাসনের সর্বস্তরে জবাবদিহিতা নিশ্চিত করা। ১০. বিচার বিভাগের পূর্ণ স্বাধীনতা নিশ্চিত করা। ১১. পুলিশ বাহিনীর আধুনিকায়ন ও জনবান্ধব করা। ১২. দুর্নীতি দমন কমিশনকে শক্তিশালী করা। ১৩. নির্বাচন কমিশনের নিরপেক্ষতা নিশ্চিত করা। ১৪. স্থানীয় সরকার ব্যবস্থার বিকেন্দ্রীকরণ। (83, 503, 419, 556)
thief-headline-line2: পেট থেকে সব টাকা বের (1052, 1629, 1174, 1667)
icc-block (141, 1709, 264, 2210)
handshake-caption: স্টাফ রিপোর্টার ঃ বিএনপি সরকার গঠন করলে প্রথম দায়িত্ব হবে দেশ পুনর্গঠন করা বলে মন্তব্য করেছেন দলের কেন্দ্রীয় নেতা নজরুল ইসলাম মঞ্জু। (11, 1840, 133, 1881)
ec-para-5: প্রার্থীদের আচরণবিধি মেনে চলার আহ্বান জানিয়ে তিনি বলেন, আচরণবিধি লঙ্ঘনকারীদের বিরুদ্ধে কঠোর ব্যবস্থা নেওয়া হবে। (778, 812, 1029, 838)
lead-para-8: ১ লা মার্চ নির্বাচনী ইশতেহারে ২৬টি বিষয়ের অগ্রাধিকার তালিকা প্রকাশ করা হয়েছে ঃ ১. দুর্নীতিমুক্ত বাংলাদেশ ২. ন্যায়বিচার ৩. তথ্যপ্রযুক্তি খাতের উন্নয়ন। (516, 829, 762, 868)
crowd-photo-row (1045, 244, 1510, 449)
korean-headline-line3: লাফিয়ে পড়লো তিন বোন (822, 942, 985, 960)
divider (107, 1398, 762, 1399)
bangla-continuation: ২-এর পাতায় দেখুন (28, 1682, 100, 1693)
rally-headline-line2: 'দাঁড়িপাল্লা' প্রতীককে বিজয়ী করতে হবে (287, 1370, 582, 1392)
lead-headline-line2: ঘোষণা, ২৬ বিষয়ে অগ্রাধিকার (168, 291, 604, 333)
right-ad-foot2: (হাজী মহসীন রোড, খুলনা) (1325, 151, 1405, 161)
bnp-reform-para-1: তিনি বলেন, গত দেড় দশকে দেশের প্রতিটি প্রতিষ্ঠান ধ্বংস করা হয়েছে। অর্থনীতি, প্রশাসন, বিচার বিভাগ সবখানে নৈরাজ্য সৃষ্টি হয়েছে। (10, 1987, 68, 2121)
icc-continuation: ২-এর পাতায় দেখুন (193, 2049, 265, 2060)
bangla-language-caption: মোদের গরব মোদের আশা আ-মরি বাংলা ভাষা (19, 1201, 90, 1236)
khulna-para-1: স্টাফ রিপোর্টার ঃ আসন্ন জাতীয় সংসদ নির্বাচন সুষ্ঠু, শান্তিপূর্ণ ও নিরপেক্ষভাবে অনুষ্ঠিত হবে বলে জানিয়েছেন স্বরাষ্ট্র উপদেষ্টা লেফটেন্যান্ট জেনারেল (অব.) মোঃ জাহাঙ্গীর আলম চৌধুরী। (1045, 1137, 1274, 1190)
rupsha-para-2: তিনি বলেন, বাংলাদেশের স্বাধীনতা ও সার্বভৌমত্ব রক্ষায় বিএনপি সবসময় অগ্রণী ভূমিকা পালন করেছে। আগামীতেও করবে। (1189, 1562, 1510, 1587)
bnp-judgment-headline-line2: ফরিদপুরকে বিচার করা (1277, 681, 1417, 699)
rally-para-4: তারা আরও বলেন, ইসলামী মূল্যবোধের ভিত্তিতে রাষ্ট্র পরিচালিত হলে দেশে শান্তি ও সমৃদ্ধি আসবে। ন্যায়বিচার প্রতিষ্ঠিত হবে। (328, 1447, 541, 1486)
bakul-block (273, 1709, 762, 2210)
